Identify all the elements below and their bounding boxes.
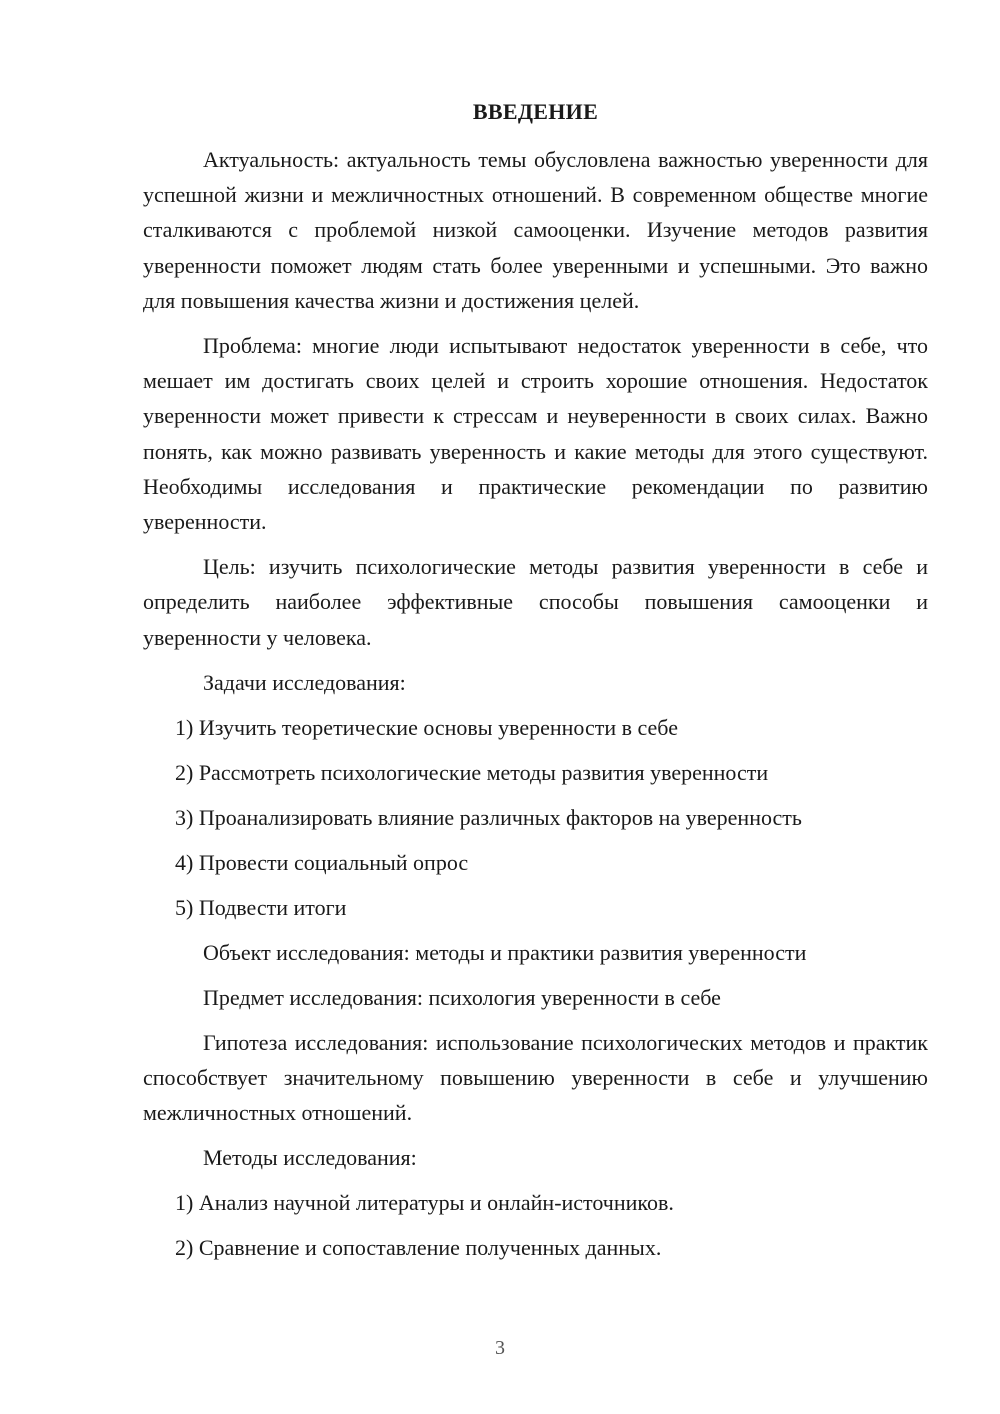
page-number: 3	[495, 1337, 505, 1359]
task-item-5: 5) Подвести итоги	[175, 894, 347, 920]
tasks-label: Задачи исследования:	[203, 669, 406, 695]
goal-paragraph: Цель: изучить психологические методы развития уверенности в себе и определить наиболее эффективные способы повышения самооценки и уверенности у человека.	[143, 554, 928, 650]
page-content	[143, 96, 928, 1275]
task-item-2: 2) Рассмотреть психологические методы развития уверенности	[175, 759, 769, 785]
method-item-1: 1) Анализ научной литературы и онлайн-источников.	[175, 1190, 674, 1216]
hypothesis-paragraph: Гипотеза исследования: использование психологических методов и практик способствует значительному повышению уверенности в себе и улучшению межличностных отношений.	[143, 1029, 928, 1126]
task-item-1: 1) Изучить теоретические основы уверенности в себе	[175, 714, 678, 740]
task-item-3: 3) Проанализировать влияние различных факторов на уверенность	[175, 804, 802, 830]
research-object: Объект исследования: методы и практики развития уверенности	[203, 939, 807, 965]
research-subject: Предмет исследования: психология уверенности в себе	[203, 984, 721, 1010]
methods-label: Методы исследования:	[203, 1145, 417, 1171]
task-item-4: 4) Провести социальный опрос	[175, 849, 469, 875]
method-item-2: 2) Сравнение и сопоставление полученных данных.	[175, 1235, 662, 1261]
relevance-paragraph: Актуальность: актуальность темы обусловлена важностью уверенности для успешной жизни и межличностных отношений. В современном обществе многие сталкиваются с проблемой низкой самооценки. Изучение методов развития уверенности поможет людям стать более уверенными и успешными. Это важно для повышения качества жизни и достижения целей.	[143, 147, 928, 313]
problem-paragraph: Проблема: многие люди испытывают недостаток уверенности в себе, что мешает им достигать своих целей и строить хорошие отношения. Недостаток уверенности может привести к стрессам и неуверенности в своих силах. Важно понять, как можно развивать уверенность и какие методы для этого существуют. Необходимы исследования и практические рекомендации по развитию уверенности.	[143, 333, 928, 535]
section-heading: ВВЕДЕНИЕ	[472, 99, 599, 124]
